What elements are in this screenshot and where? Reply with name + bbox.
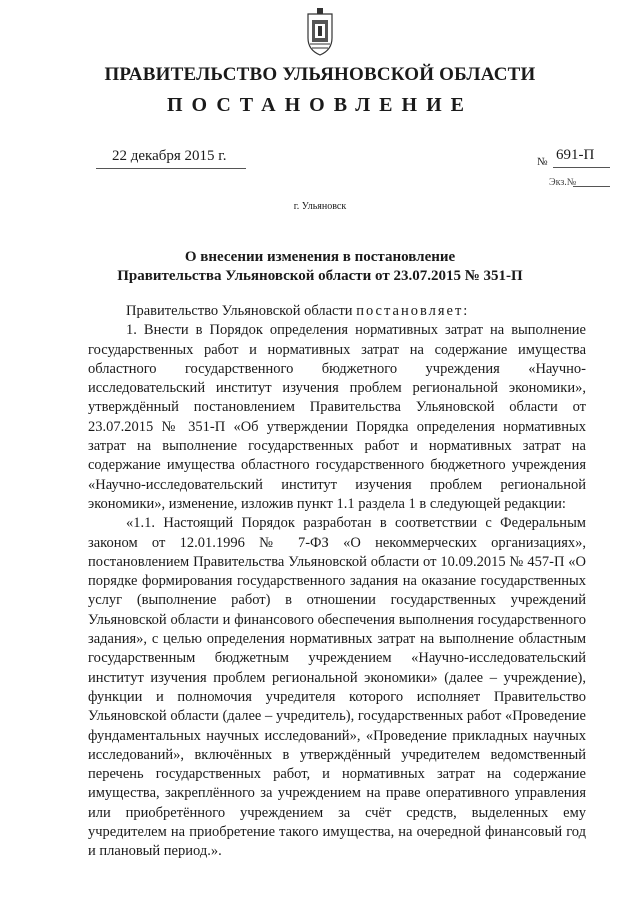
document-type-heading: ПОСТАНОВЛЕНИЕ [167,94,473,116]
paragraph-1-1: «1.1. Настоящий Порядок разработан в соответствии с Федеральным законом от 12.01.1996 № 7-ФЗ «О некоммерческих организациях», постановлением Правительства Ульяновской области от 10.09.2015 № 457-П «О порядке формирования государственного задания на оказание государственных услуг (выполнение работ) в отношении государственных учреждений Ульяновской области и финансового обеспечения выполнения государственного задания», с целью определения нормативных затрат на выполнение областным государственным бюджетным учреждением «Научно-исследовательский институт изучения проблем региональной экономики» (далее – учреждение), функции и полномочия учредителя которого исполняет Правительство Ульяновской области (далее – учредитель), государственных работ «Проведение фундаментальных научных исследований», «Проведение прикладных научных исследований», включённых в утверждённый учредителем ведомственный перечень государственных работ, и нормативных затрат на содержание имущества, закреплённого за учреждением на праве оперативного управления или приобретённого учреждением за счёт средств, выделенных ему учредителем на приобретение такого имущества, на очередной финансовый год и плановый период.». [88,515,586,860]
copy-number-label: Экз.№ [549,177,577,188]
subject-line-1: О внесении изменения в постановление [184,249,456,265]
intro-paragraph [88,302,586,321]
coat-of-arms-icon [306,8,334,56]
intro-text: Правительство Ульяновской области [126,303,353,319]
paragraph-1: 1. Внести в Порядок определения нормативных затрат на выполнение государственных работ и нормативных затрат на содержание имущества областного государственного бюджетного учреждения «Научно-исследовательский институт изучения проблем региональной экономики», утверждённый постановлением Правительства Ульяновской области от 23.07.2015 № 351-П «Об утверждении Порядка определения нормативных затрат на выполнение государственных работ и нормативных затрат на содержание имущества областного государственного бюджетного учреждения «Научно-исследовательский институт изучения проблем региональной экономики», изменение, изложив пункт 1.1 раздела 1 в следующей редакции: [88,322,586,512]
copy-number-underline [573,186,610,187]
number-prefix: № [537,156,548,168]
document-body [88,302,586,862]
intro-spaced-verb: постановляет: [356,303,470,319]
number-underline [553,167,610,168]
government-title: ПРАВИТЕЛЬСТВО УЛЬЯНОВСКОЙ ОБЛАСТИ [104,64,536,85]
document-number: 691-П [556,147,595,163]
date-underline [96,168,246,169]
document-date: 22 декабря 2015 г. [112,148,227,164]
document-subject [0,248,640,286]
subject-line-2: Правительства Ульяновской области от 23.07.2015 № 351-П [117,268,523,284]
city: г. Ульяновск [293,201,347,212]
